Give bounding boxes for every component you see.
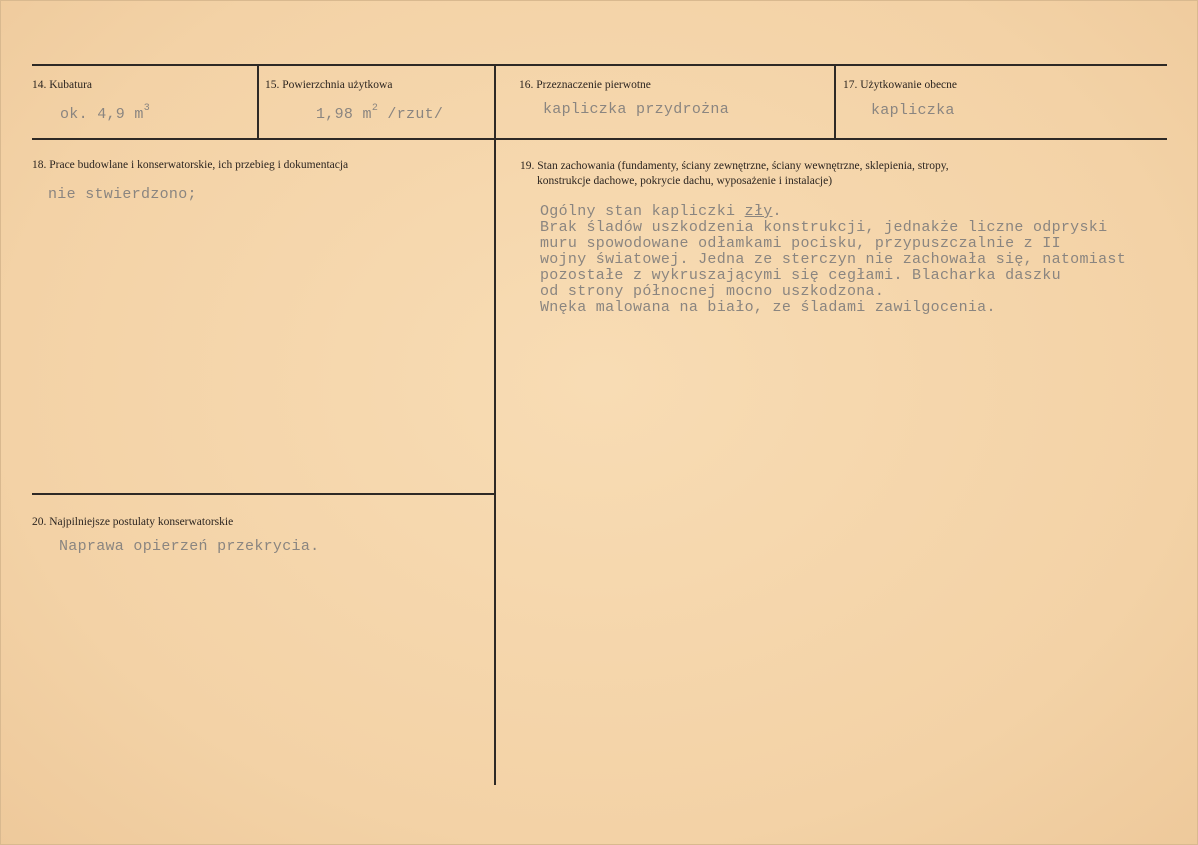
field-19-label-line-1: 19. Stan zachowania (fundamenty, ściany zewnętrzne, ściany wewnętrzne, sklepienia, stropy, [520,160,949,172]
field-19-line-1: Ogólny stan kapliczki zły. [540,203,782,220]
column-divider-1 [257,64,259,139]
field-19-line-4: wojny światowej. Jedna ze sterczyn nie zachowała się, natomiast [540,251,1126,268]
field-18-label: 18. Prace budowlane i konserwatorskie, ich przebieg i dokumentacja [32,159,349,171]
field-18-value: nie stwierdzono; [48,186,197,203]
field-20-value: Naprawa opierzeń przekrycia. [59,538,320,555]
field-15-label: 15. Powierzchnia użytkowa [265,79,393,91]
field-19-line-7: Wnęka malowana na biało, ze śladami zawilgocenia. [540,299,996,316]
field-19-label-line-2: konstrukcje dachowe, pokrycie dachu, wyposażenie i instalacje) [537,175,833,187]
column-divider-2 [494,64,496,785]
section-divider-rule [32,493,494,495]
field-14-label: 14. Kubatura [32,79,93,91]
field-19-line-2: Brak śladów uszkodzenia konstrukcji, jednakże liczne odpryski [540,219,1108,236]
field-17-label: 17. Użytkowanie obecne [843,79,958,91]
middle-rule [32,138,1167,140]
field-15-value: 1,98 $m^2$ /rzut/ [316,103,444,123]
column-divider-3 [834,64,836,139]
field-20-label: 20. Najpilniejsze postulaty konserwatorskie [32,516,234,528]
field-19-line-6: od strony północnej mocno uszkodzona. [540,283,885,300]
field-19-line-5: pozostałe z wykruszającymi się cegłami. Blacharka daszku [540,267,1061,284]
field-14-value: ok. 4,9 $m^3$ [60,103,151,123]
top-rule [32,64,1167,66]
field-17-value: kapliczka [871,102,955,119]
field-19-line-3: muru spowodowane odłamkami pocisku, przypuszczalnie z II [540,235,1061,252]
field-16-value: kapliczka przydrożna [543,101,730,118]
field-16-label: 16. Przeznaczenie pierwotne [519,79,651,91]
